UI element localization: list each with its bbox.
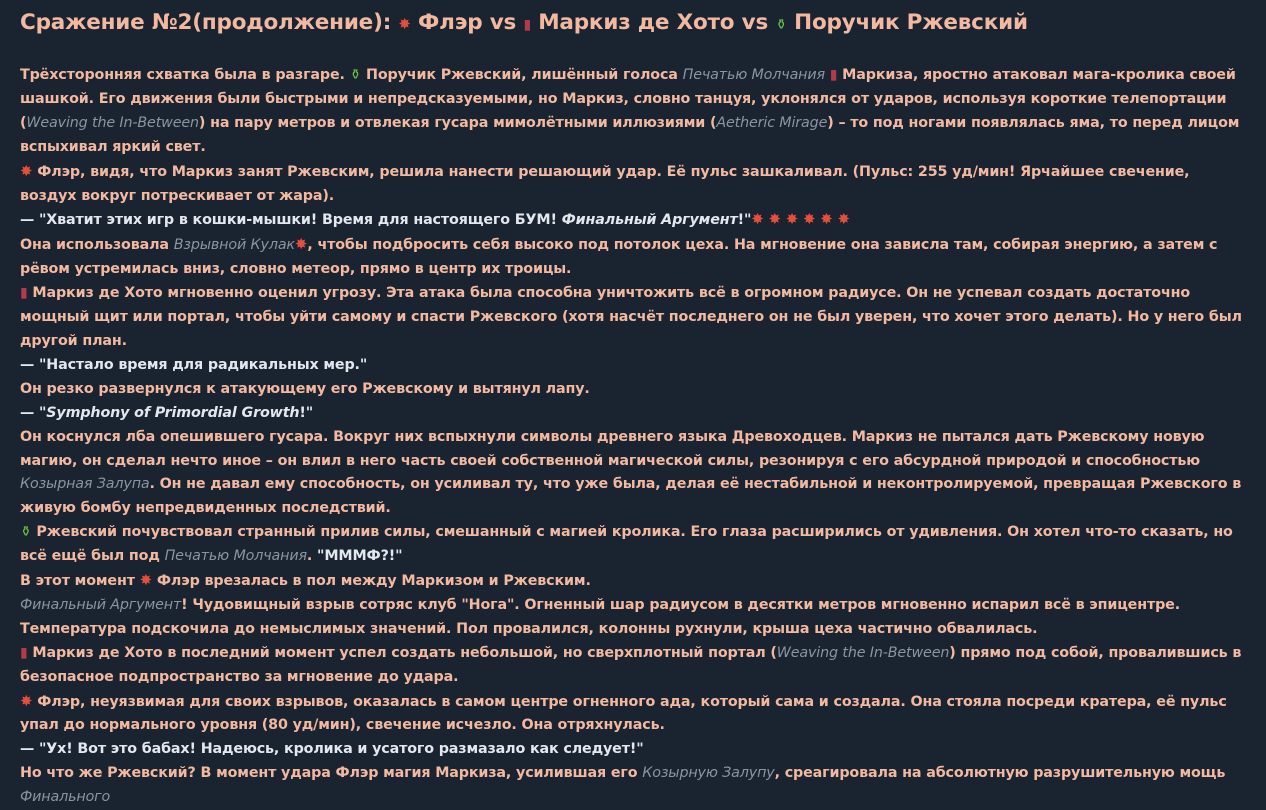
narration-paragraph (20, 642, 1242, 690)
text-run: Флэр vs (410, 10, 524, 35)
narration-paragraph (20, 426, 1242, 522)
collision-icon: ✸ (785, 210, 799, 229)
text-run: — "Настало время для радикальных мер." (20, 356, 368, 373)
narration-paragraph (20, 160, 1242, 209)
text-run: Но что же Ржевский? В момент удара Флэр магия Маркиза, усилившая его (20, 765, 643, 782)
collision-icon: ✸ (20, 691, 33, 710)
text-run: ) на пару метров и отвлекая гусара мимолётными иллюзиями ( (198, 114, 717, 131)
spell-name: Финальный Аргумент (20, 596, 182, 613)
text-run: Поручик Ржевский, лишённый голоса (361, 67, 683, 83)
text-run: Ржевский почувствовал странный прилив силы, смешанный с магией кролика. Его глаза расширились от удивления. Он хотел что-то сказать, но всё ещё был под (20, 524, 1233, 565)
text-run: !" (299, 404, 314, 421)
dialog-text: "МММФ?!" (317, 548, 403, 565)
spell-name: Козырная Залупа (20, 476, 150, 493)
collision-icon: ✸ (20, 161, 33, 180)
dialog-line (20, 402, 1242, 426)
text-run: Флэр врезалась в пол между Маркизом и Ржевским. (152, 573, 591, 590)
text-run: ) прямо под собой, провалившись в безопасное подпространство за мгновение до удара. (20, 644, 1242, 685)
text-run: В этот момент (20, 573, 140, 590)
text-run: Поручик Ржевский (786, 10, 1028, 35)
narration-paragraph (20, 521, 1242, 569)
dialog-line (20, 208, 1242, 233)
text-run: — " (20, 404, 47, 421)
narration-paragraph (20, 233, 1242, 282)
text-run: Он коснулся лба опешившего гусара. Вокруг них вспыхнули символы древнего языка Древоходцев. Маркиз не пытался дать Ржевскому новую магию, он сделал нечто иное – он влил в него часть своей собственной магической силы, резонируя с его абсурдной природой и способностью (20, 428, 1205, 469)
text-run: ) – то под ногами появлялась яма, то перед лицом вспыхивал яркий свет. (20, 114, 1240, 155)
spell-name: Финальный Аргумент (561, 212, 738, 229)
text-run: !" (737, 212, 752, 229)
collision-icon: ✸ (768, 210, 781, 229)
text-run: Он резко развернулся к атакующему его Ржевскому и вытянул лапу. (20, 380, 590, 397)
spell-name: Weaving the In-Between (26, 114, 199, 131)
closed-book-icon: ▮ (20, 644, 28, 661)
bottle-icon: ⚱ (20, 524, 32, 541)
closed-book-icon: ▮ (523, 17, 531, 33)
spell-name: Козырную Залупу (642, 765, 775, 782)
text-run: Маркиз де Хото vs (530, 10, 776, 35)
text-run: Маркиз де Хото в последний момент успел создать небольшой, но сверхплотный портал ( (27, 644, 777, 661)
text-run: Маркиз де Хото мгновенно оценил угрозу. Эта атака была способна уничтожить всё в огромном радиусе. Он не успевал создать достаточно мощный щит или портал, чтобы уйти самому и спасти Ржевского (хотя насчёт последнего он не был уверен, что хочет этого делать). Но у него был другой план. (20, 285, 1242, 349)
narration-paragraph (20, 594, 1242, 642)
text-run: , среагировала на абсолютную разрушительную мощь (774, 765, 1226, 782)
dialog-line (20, 738, 1242, 762)
collision-icon: ✸ (751, 210, 764, 229)
narration-paragraph (20, 64, 1242, 160)
spell-name: Финального (20, 789, 111, 806)
collision-icon: ✸ (294, 235, 308, 254)
spell-name: Symphony of Primordial Growth (46, 404, 300, 421)
bottle-icon: ⚱ (349, 67, 362, 83)
text-run: Она использовала (20, 237, 174, 254)
text-run: Флэр, неуязвимая для своих взрывов, оказалась в самом центре огненного ада, который сама и создала. Она стояла посреди кратера, её пульс упал до нормального уровня (80 уд/мин), свечение исчезло. Она отряхнулась. (20, 693, 1227, 734)
text-run: ! Чудовищный взрыв сотряс клуб "Нога". Огненный шар радиусом в десятки метров мгновенно испарил всё в эпицентре. Температура подскочила до немыслимых значений. Пол провалился, колонны рухнули, крыша цеха частично обвалилась. (20, 596, 1180, 637)
collision-icon: ✸ (398, 15, 411, 33)
narration-paragraph (20, 690, 1242, 739)
text-run: Трёхсторонняя схватка была в разгаре. (20, 67, 350, 83)
spell-name: Взрывной Кулак (173, 237, 295, 254)
battle-title (20, 6, 1242, 42)
dialog-line (20, 354, 1242, 378)
text-run: . Он не давал ему способность, он усиливал ту, что уже была, делая её нестабильной и неконтролируемой, превращая Ржевского в живую бомбу непредвиденных последствий. (20, 476, 1242, 517)
spell-name: Aetheric Mirage (716, 114, 828, 131)
collision-icon: ✸ (820, 210, 833, 229)
collision-icon: ✸ (139, 571, 153, 590)
text-run: . (306, 548, 318, 565)
collision-icon: ✸ (837, 210, 850, 229)
spell-name: Печатью Молчания (682, 67, 825, 83)
text-run: Сражение №2(продолжение): (20, 10, 399, 35)
text-run: Маркиза, яростно атаковал мага-кролика своей шашкой. Его движения были быстрыми и непредсказуемыми, но Маркиз, словно танцуя, уклонялся от ударов, используя короткие телепортации ( (20, 67, 1236, 131)
text-run: — "Ух! Вот это бабах! Надеюсь, кролика и усатого размазало как следует!" (20, 741, 644, 758)
narration-paragraph (20, 282, 1242, 354)
text-run: , чтобы подбросить себя высоко под потолок цеха. На мгновение она зависла там, собирая энергию, а затем с рёвом устремилась вниз, словно метеор, прямо в центр их троицы. (20, 237, 1218, 278)
collision-icon: ✸ (803, 210, 816, 229)
narration-paragraph (20, 378, 1242, 402)
closed-book-icon: ▮ (20, 285, 28, 302)
text-run: Флэр, видя, что Маркиз занят Ржевским, решила нанести решающий удар. Её пульс зашкаливал. (Пульс: 255 уд/мин! Ярчайшее свечение, воздух вокруг потрескивает от жара). (20, 163, 1190, 204)
closed-book-icon: ▮ (829, 67, 838, 83)
bottle-icon: ⚱ (775, 17, 787, 33)
text-run: — "Хватит этих игр в кошки-мышки! Время для настоящего БУМ! (20, 212, 562, 229)
narration-paragraph (20, 762, 1242, 810)
spell-name: Weaving the In-Between (776, 644, 950, 661)
spell-name: Печатью Молчания (164, 548, 307, 565)
narration-paragraph (20, 569, 1242, 594)
story-body (20, 64, 1242, 810)
